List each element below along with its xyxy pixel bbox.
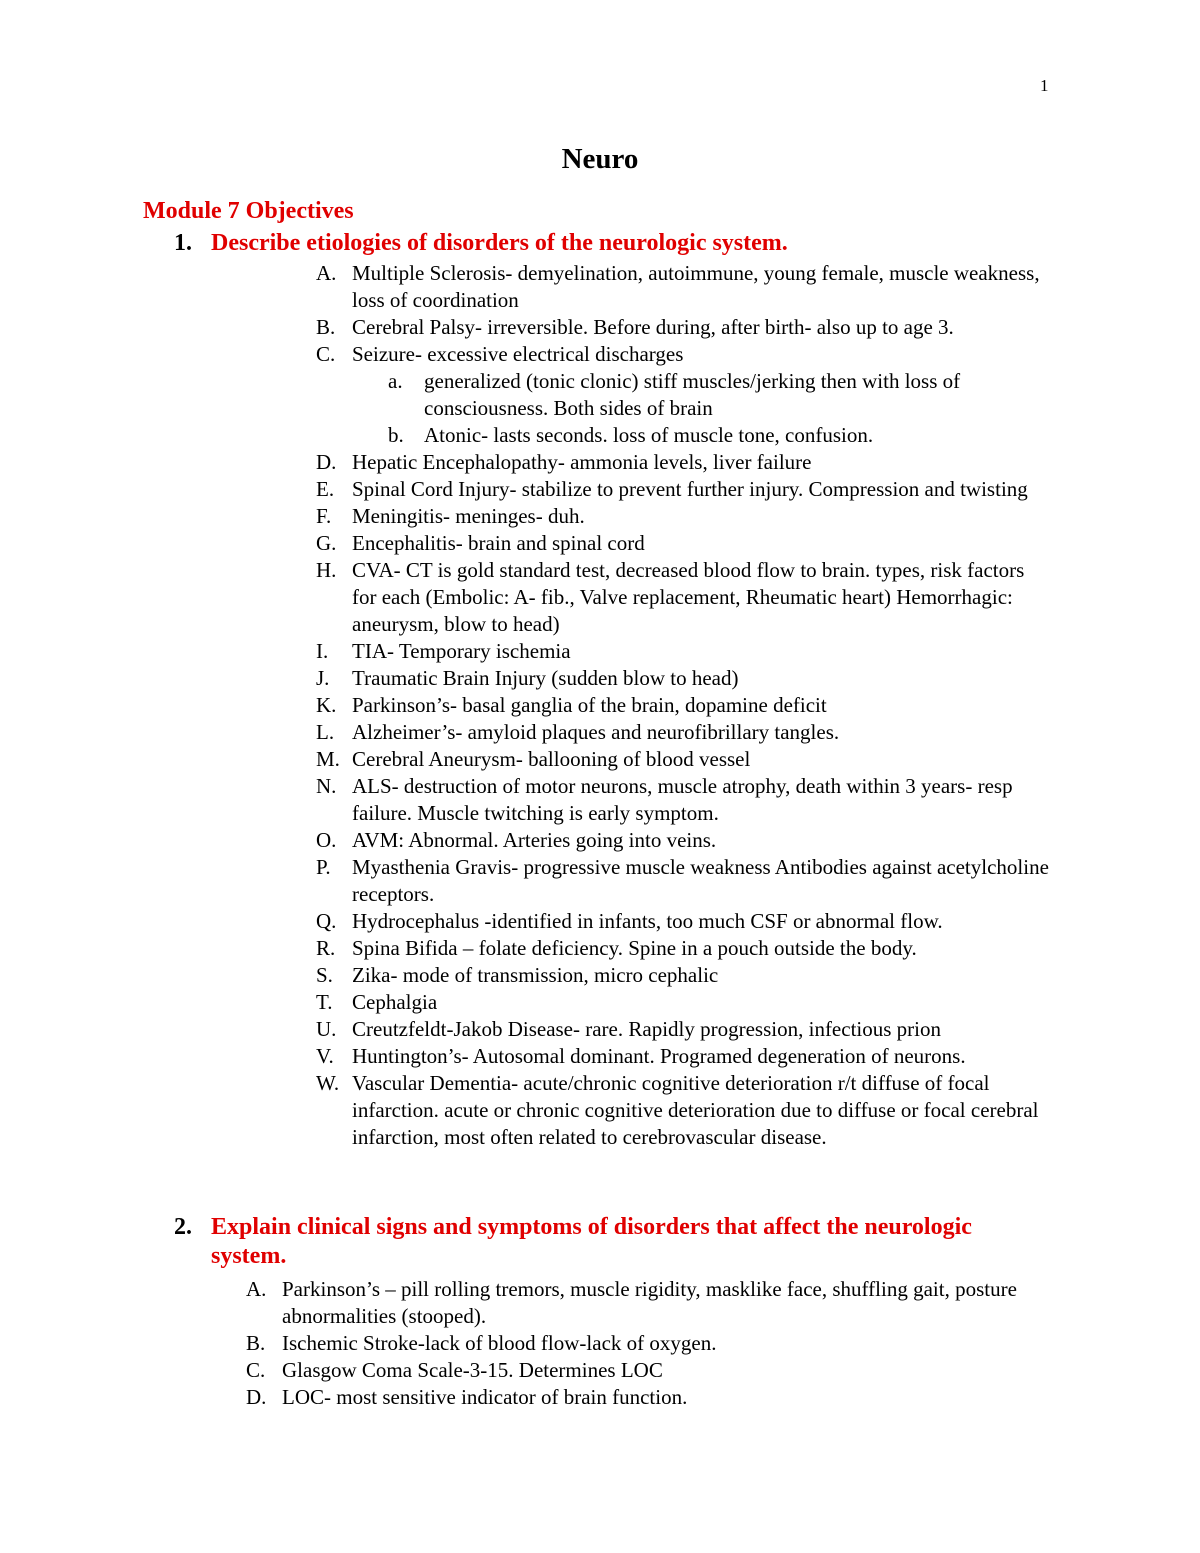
list-item-text: Huntington’s- Autosomal dominant. Programed degeneration of neurons.	[352, 1044, 966, 1068]
list-item	[0, 1043, 1200, 1070]
list-marker: P.	[316, 855, 331, 879]
list-item-text: AVM: Abnormal. Arteries going into veins.	[352, 828, 717, 852]
list-item-text: Cerebral Aneurysm- ballooning of blood vessel	[352, 747, 751, 771]
objective-1-heading	[174, 229, 934, 258]
list-item-text: generalized (tonic clonic) stiff muscles/jerking then with loss of consciousness. Both sides of brain	[424, 369, 961, 420]
objective-text: Describe etiologies of disorders of the neurologic system.	[211, 230, 788, 256]
list-item-text: TIA- Temporary ischemia	[352, 639, 571, 663]
list-item-text: Cerebral Palsy- irreversible. Before during, after birth- also up to age 3.	[352, 315, 954, 339]
list-item-text: Vascular Dementia- acute/chronic cognitive deterioration r/t diffuse of focal infarction. acute or chronic cognitive deterioration due to diffuse or focal cerebral infarction, most often related to cerebrovascular disease.	[352, 1071, 1039, 1149]
list-item	[0, 557, 1200, 638]
page-number: 1	[1040, 76, 1049, 95]
list-item	[0, 935, 1200, 962]
list-marker: A.	[246, 1277, 267, 1301]
list-item	[0, 1276, 1200, 1330]
list-marker: U.	[316, 1017, 337, 1041]
list-marker: a.	[388, 369, 403, 393]
list-marker: W.	[316, 1071, 340, 1095]
list-item	[0, 476, 1200, 503]
list-marker: O.	[316, 828, 337, 852]
module-heading: Module 7 Objectives	[143, 198, 354, 224]
list-marker: K.	[316, 693, 337, 717]
objective-number: 1.	[174, 230, 192, 256]
list-marker: M.	[316, 747, 340, 771]
list-marker: B.	[246, 1331, 266, 1355]
list-item	[0, 854, 1200, 908]
list-item	[0, 1016, 1200, 1043]
list-marker: R.	[316, 936, 336, 960]
list-item-text: Myasthenia Gravis- progressive muscle weakness Antibodies against acetylcholine receptors.	[352, 855, 1049, 906]
list-item-text: Hepatic Encephalopathy- ammonia levels, liver failure	[352, 450, 812, 474]
list-item-text: Parkinson’s- basal ganglia of the brain, dopamine deficit	[352, 693, 827, 717]
list-item	[0, 1070, 1200, 1151]
list-item	[0, 908, 1200, 935]
list-marker: I.	[316, 639, 329, 663]
list-item	[0, 962, 1200, 989]
list-item	[0, 341, 1200, 449]
list-item	[0, 638, 1200, 665]
list-item-text: Meningitis- meninges- duh.	[352, 504, 585, 528]
list-item	[0, 827, 1200, 854]
list-item	[0, 746, 1200, 773]
list-marker: T.	[316, 990, 333, 1014]
list-item-text: Parkinson’s – pill rolling tremors, muscle rigidity, masklike face, shuffling gait, posture abnormalities (stooped).	[282, 1277, 1017, 1328]
list-item-text: Atonic- lasts seconds. loss of muscle tone, confusion.	[424, 423, 874, 447]
list-item	[0, 530, 1200, 557]
list-item	[0, 449, 1200, 476]
list-item	[0, 1330, 1200, 1357]
list-item-text: Ischemic Stroke-lack of blood flow-lack of oxygen.	[282, 1331, 717, 1355]
list-item-text: Alzheimer’s- amyloid plaques and neurofibrillary tangles.	[352, 720, 840, 744]
list-item	[0, 692, 1200, 719]
list-marker: C.	[316, 342, 336, 366]
objective-number: 2.	[174, 1214, 192, 1240]
list-item-text: Encephalitis- brain and spinal cord	[352, 531, 645, 555]
list-item-text: Zika- mode of transmission, micro cephalic	[352, 963, 719, 987]
list-marker: H.	[316, 558, 337, 582]
objective-text: Explain clinical signs and symptoms of disorders that affect the neurologic system.	[211, 1214, 972, 1269]
list-marker: C.	[246, 1358, 266, 1382]
document-title: Neuro	[561, 143, 639, 175]
list-item	[0, 1357, 1200, 1384]
list-item-text: Creutzfeldt-Jakob Disease- rare. Rapidly progression, infectious prion	[352, 1017, 941, 1041]
list-item-text: ALS- destruction of motor neurons, muscle atrophy, death within 3 years- resp failure. Muscle twitching is early symptom.	[352, 774, 1013, 825]
list-marker: F.	[316, 504, 332, 528]
list-item	[0, 503, 1200, 530]
list-marker: L.	[316, 720, 335, 744]
list-marker: G.	[316, 531, 337, 555]
list-marker: D.	[316, 450, 337, 474]
list-item-text: Spinal Cord Injury- stabilize to prevent further injury. Compression and twisting	[352, 477, 1028, 501]
list-item-text: Cephalgia	[352, 990, 438, 1014]
list-marker: Q.	[316, 909, 337, 933]
list-marker: V.	[316, 1044, 334, 1068]
list-marker: E.	[316, 477, 335, 501]
list-marker: D.	[246, 1385, 267, 1409]
objective-2-heading	[174, 1213, 994, 1271]
list-item	[0, 665, 1200, 692]
list-item-text: Spina Bifida – folate deficiency. Spine in a pouch outside the body.	[352, 936, 917, 960]
list-item	[0, 1384, 1200, 1411]
list-marker: J.	[316, 666, 330, 690]
list-marker: A.	[316, 261, 337, 285]
list-marker: B.	[316, 315, 336, 339]
sub-list	[0, 368, 1200, 449]
list-item-text: LOC- most sensitive indicator of brain function.	[282, 1385, 688, 1409]
objective-2-list	[0, 1276, 1200, 1411]
list-item	[0, 314, 1200, 341]
list-item	[0, 422, 1200, 449]
list-item-text: Traumatic Brain Injury (sudden blow to head)	[352, 666, 739, 690]
list-marker: N.	[316, 774, 337, 798]
list-marker: b.	[388, 423, 404, 447]
list-item	[0, 260, 1200, 314]
objective-1-list	[0, 260, 1200, 1151]
list-item-text: Glasgow Coma Scale-3-15. Determines LOC	[282, 1358, 663, 1382]
list-item-text: Hydrocephalus -identified in infants, too much CSF or abnormal flow.	[352, 909, 943, 933]
list-item-text: Multiple Sclerosis- demyelination, autoimmune, young female, muscle weakness, loss of coordination	[352, 261, 1040, 312]
list-item	[0, 773, 1200, 827]
list-item	[0, 719, 1200, 746]
list-item-text: Seizure- excessive electrical discharges	[352, 342, 684, 366]
list-marker: S.	[316, 963, 333, 987]
list-item-text: CVA- CT is gold standard test, decreased blood flow to brain. types, risk factors for each (Embolic: A- fib., Valve replacement, Rheumatic heart) Hemorrhagic: aneurysm, blow to head)	[352, 558, 1025, 636]
list-item	[0, 368, 1200, 422]
list-item	[0, 989, 1200, 1016]
